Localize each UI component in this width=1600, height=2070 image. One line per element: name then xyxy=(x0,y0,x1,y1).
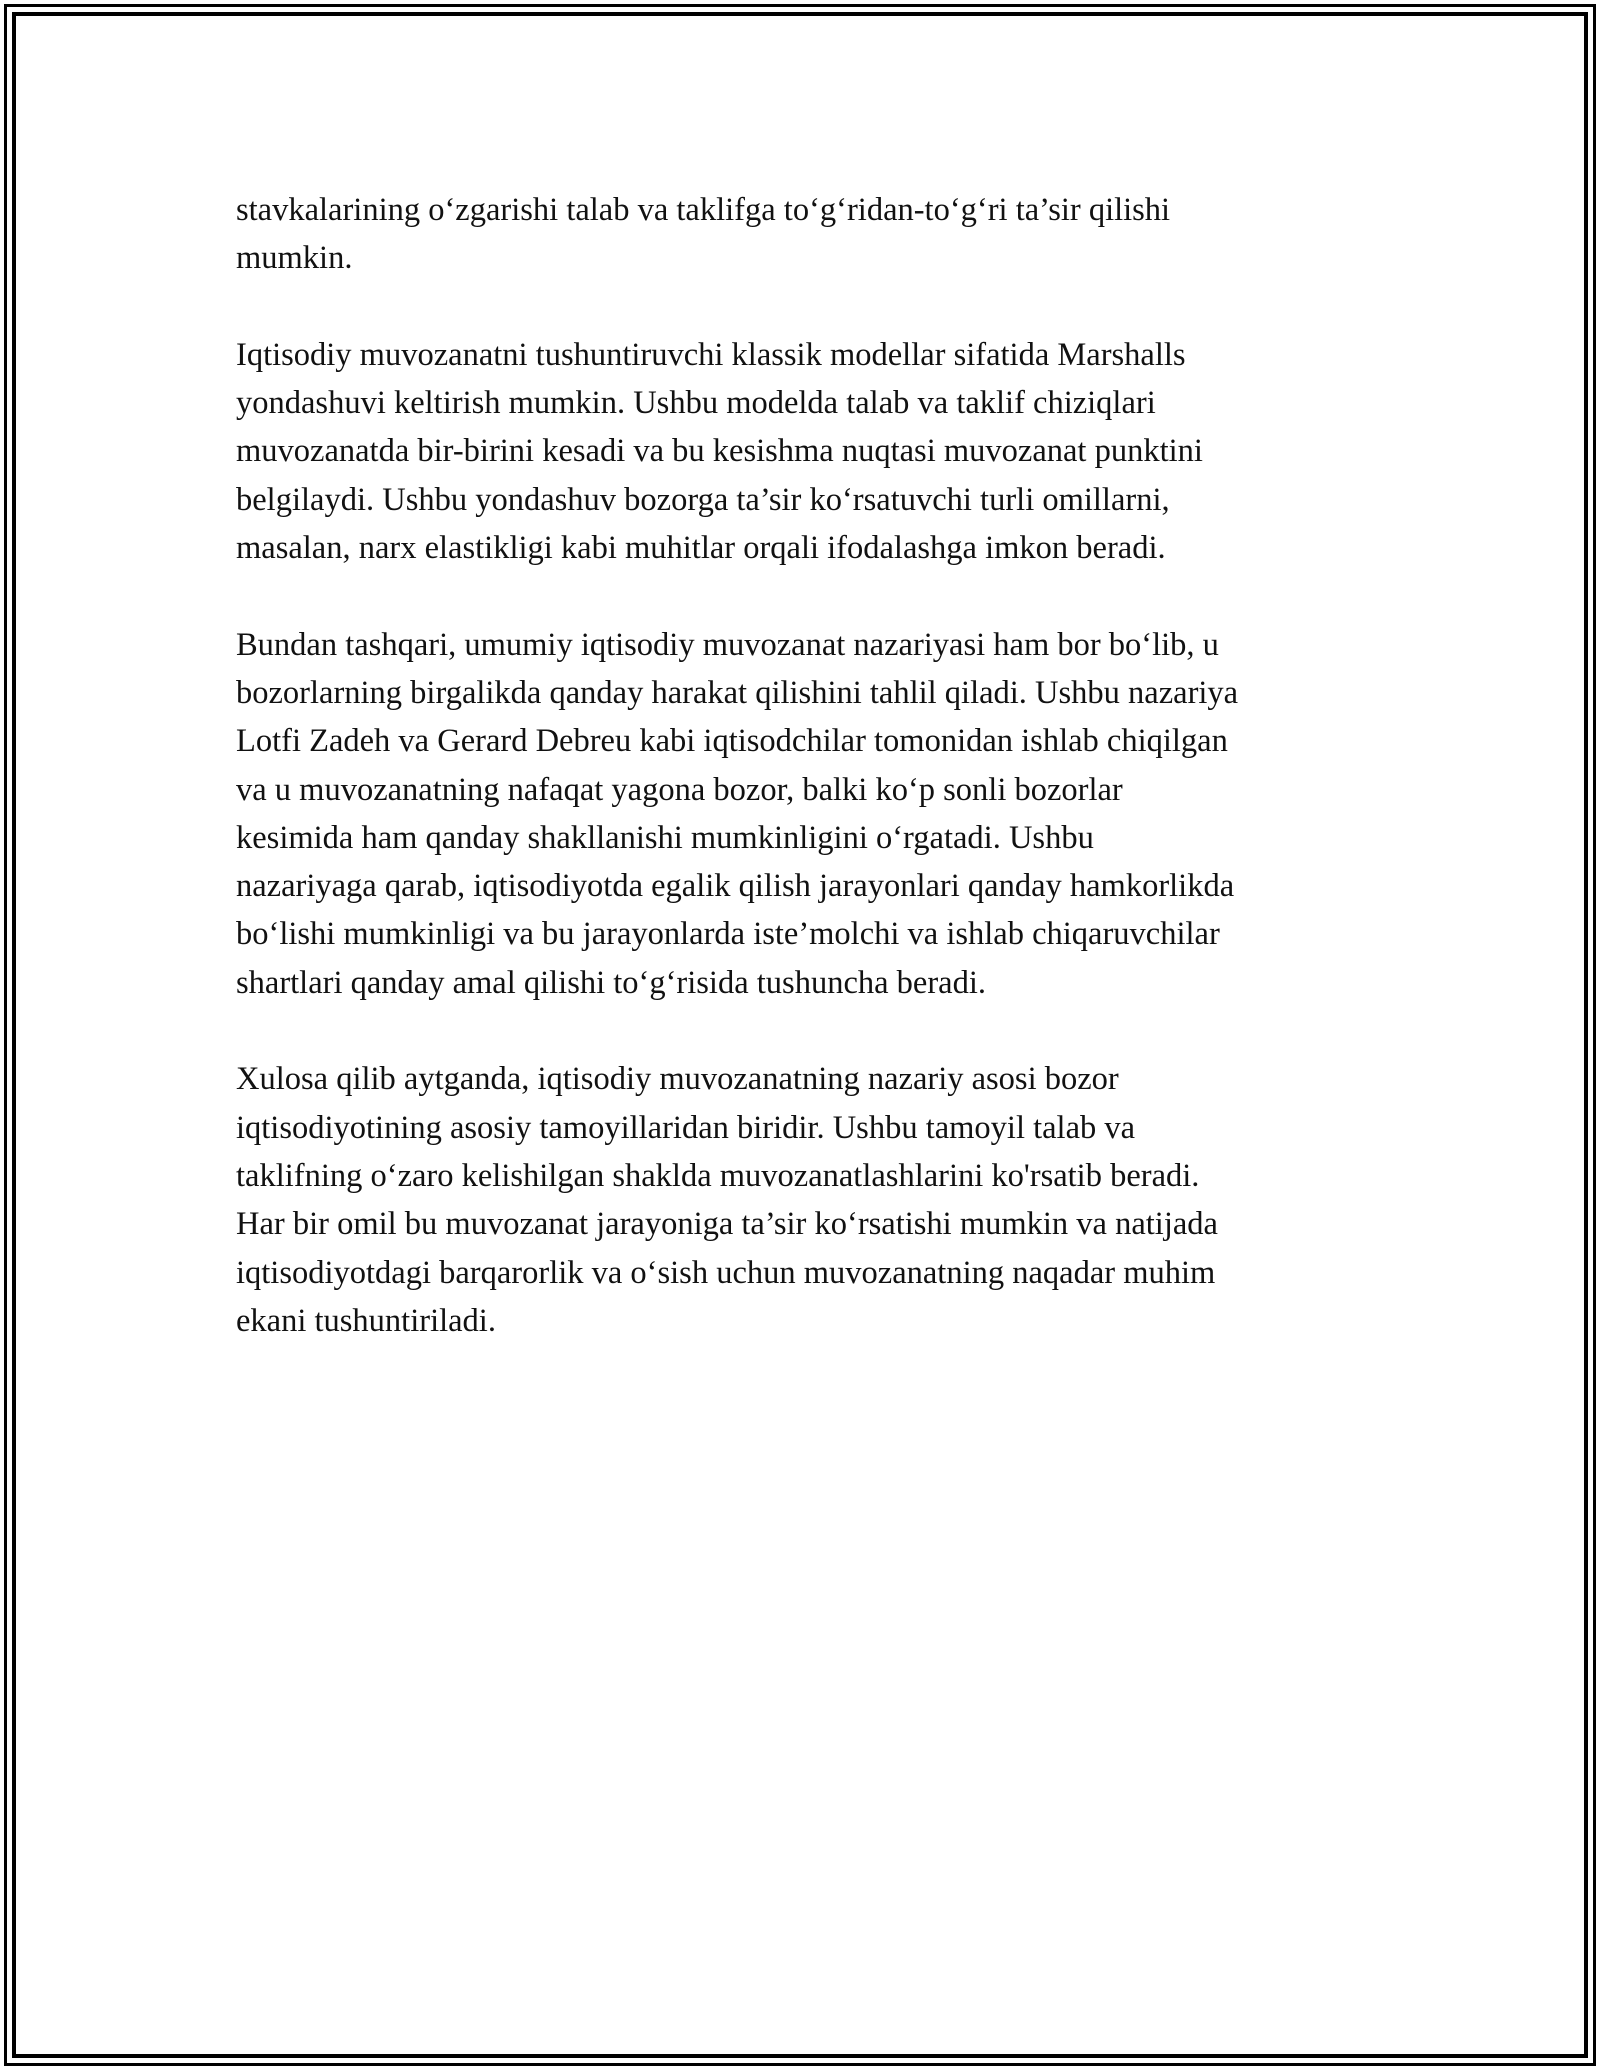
paragraph-4: Xulosa qilib aytganda, iqtisodiy muvozanatning nazariy asosi bozor iqtisodiyotining asosiy tamoyillaridan biridir. Ushbu tamoyil talab va taklifning o‘zaro kelishilgan shaklda muvozanatlashlarini ko'rsatib beradi. Har bir omil bu muvozanat jarayoniga ta’sir ko‘rsatishi mumkin va natijada iqtisodiyotdagi barqarorlik va o‘sish uchun muvozanatning naqadar muhim ekani tushuntiriladi. xyxy=(236,1061,1218,1339)
paragraph-2: Iqtisodiy muvozanatni tushuntiruvchi klassik modellar sifatida Marshalls yondashuvi keltirish mumkin. Ushbu modelda talab va taklif chiziqlari muvozanatda bir-birini kesadi va bu kesishma nuqtasi muvozanat punktini belgilaydi. Ushbu yondashuv bozorga ta’sir ko‘rsatuvchi turli omillarni, masalan, narx elastikligi kabi muhitlar orqali ifodalashga imkon beradi. xyxy=(236,336,1203,567)
document-body xyxy=(236,186,1376,1393)
paragraph-3: Bundan tashqari, umumiy iqtisodiy muvozanat nazariyasi ham bor bo‘lib, u bozorlarning birgalikda qanday harakat qilishini tahlil qiladi. Ushbu nazariya Lotfi Zadeh va Gerard Debreu kabi iqtisodchilar tomonidan ishlab chiqilgan va u muvozanatning nafaqat yagona bozor, balki ko‘p sonli bozorlar kesimida ham qanday shakllanishi mumkinligini o‘rgatadi. Ushbu nazariyaga qarab, iqtisodiyotda egalik qilish jarayonlari qanday hamkorlikda bo‘lishi mumkinligi va bu jarayonlarda iste’molchi va ishlab chiqaruvchilar shartlari qanday amal qilishi to‘g‘risida tushuncha beradi. xyxy=(236,626,1239,1001)
paragraph-1: stavkalarining o‘zgarishi talab va taklifga to‘g‘ridan-to‘g‘ri ta’sir qilishi mumkin. xyxy=(236,192,1171,277)
